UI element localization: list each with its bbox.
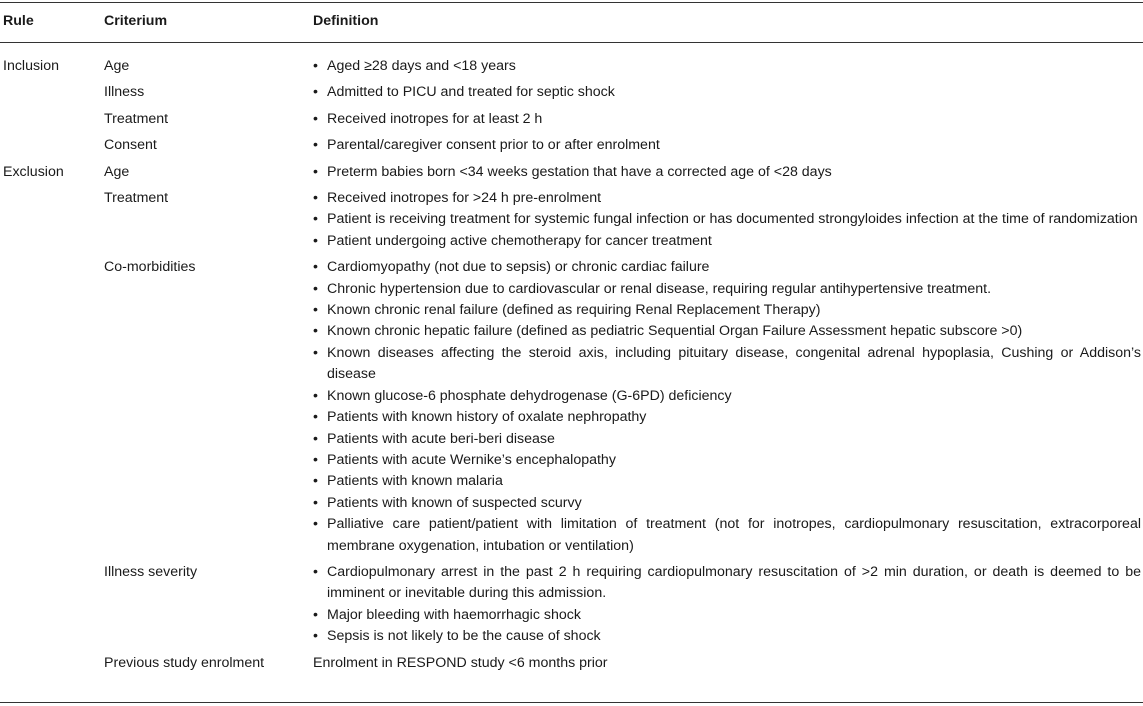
definition-bullet: • Patients with known history of oxalate nephropathy <box>313 407 1141 428</box>
definition-bullet: • Patient is receiving treatment for systemic fungal infection or has documented strongyloides infection at the time of randomization <box>313 209 1141 230</box>
table-row <box>0 56 1143 77</box>
definition-bullet: • Parental/caregiver consent prior to or after enrolment <box>313 135 1141 156</box>
table-row <box>0 82 1143 103</box>
definition-bullet: • Patients with known of suspected scurvy <box>313 493 1141 514</box>
table-row <box>0 562 1143 648</box>
definition-bullet: • Patient undergoing active chemotherapy for cancer treatment <box>313 231 1141 252</box>
rule-cell: Inclusion <box>3 58 59 74</box>
definition-bullet: • Major bleeding with haemorrhagic shock <box>313 605 1141 626</box>
definition-bullet: • Cardiomyopathy (not due to sepsis) or chronic cardiac failure <box>313 257 1141 278</box>
definition-bullet: • Patients with acute Wernike’s encephalopathy <box>313 450 1141 471</box>
definition-bullet: • Known chronic hepatic failure (defined as pediatric Sequential Organ Failure Assessment hepatic subscore >0) <box>313 321 1141 342</box>
table-top-rule <box>0 2 1143 3</box>
definition-bullet: • Admitted to PICU and treated for septic shock <box>313 82 1141 103</box>
criterium-cell: Consent <box>104 137 157 154</box>
criterium-cell: Treatment <box>104 110 169 127</box>
table-row <box>0 109 1143 130</box>
definition-cell <box>313 562 1141 648</box>
criterium-cell: Illness severity <box>104 563 198 580</box>
rule-cell: Exclusion <box>3 163 64 180</box>
definition-bullet: • Patients with acute beri-beri disease <box>313 429 1141 450</box>
table-bottom-rule <box>0 702 1143 703</box>
table-row <box>0 653 1143 674</box>
table-row <box>0 162 1143 183</box>
definition-cell <box>313 162 1141 183</box>
criterium-cell: Illness <box>104 84 145 101</box>
definition-bullet: • Chronic hypertension due to cardiovascular or renal disease, requiring regular antihypertensive treatment. <box>313 279 1141 300</box>
definition-cell <box>313 653 1141 674</box>
definition-bullet: • Palliative care patient/patient with limitation of treatment (not for inotropes, cardiopulmonary resuscitation, extracorporeal membrane oxygenation, intubation or ventilation) <box>313 514 1141 557</box>
header-criterium: Criterium <box>104 13 168 29</box>
definition-cell <box>313 82 1141 103</box>
definition-bullet: • Preterm babies born <34 weeks gestation that have a corrected age of <28 days <box>313 162 1141 183</box>
definition-bullet: • Received inotropes for at least 2 h <box>313 109 1141 130</box>
table-header-rule <box>0 42 1143 43</box>
definition-bullet: • Known diseases affecting the steroid axis, including pituitary disease, congenital adrenal hypoplasia, Cushing or Addison’s disease <box>313 343 1141 386</box>
table-body <box>0 56 1143 674</box>
table-header <box>0 11 1143 33</box>
definition-cell <box>313 56 1141 77</box>
table-row <box>0 188 1143 252</box>
criterium-cell: Age <box>104 58 130 74</box>
definition-bullet: • Aged ≥28 days and <18 years <box>313 56 1141 77</box>
definition-text: Enrolment in RESPOND study <6 months prior <box>313 654 608 671</box>
definition-cell <box>313 188 1141 252</box>
table-row <box>0 135 1143 156</box>
definition-bullet: • Known glucose-6 phosphate dehydrogenase (G-6PD) deficiency <box>313 386 1141 407</box>
definition-bullet: • Sepsis is not likely to be the cause of shock <box>313 626 1141 647</box>
table-row <box>0 257 1143 557</box>
definition-cell <box>313 109 1141 130</box>
criterium-cell: Co-morbidities <box>104 259 196 276</box>
definition-bullet: • Known chronic renal failure (defined as requiring Renal Replacement Therapy) <box>313 300 1141 321</box>
header-definition: Definition <box>313 13 379 29</box>
criterium-cell: Treatment <box>104 190 169 207</box>
header-rule: Rule <box>3 13 34 29</box>
criterium-cell: Age <box>104 163 130 180</box>
definition-bullet: • Cardiopulmonary arrest in the past 2 h requiring cardiopulmonary resuscitation of >2 min duration, or death is deemed to be imminent or inevitable during this admission. <box>313 562 1141 605</box>
definition-cell <box>313 257 1141 557</box>
definition-bullet: • Patients with known malaria <box>313 471 1141 492</box>
definition-cell <box>313 135 1141 156</box>
definition-bullet: • Received inotropes for >24 h pre-enrolment <box>313 188 1141 209</box>
criterium-cell: Previous study enrolment <box>104 654 265 671</box>
